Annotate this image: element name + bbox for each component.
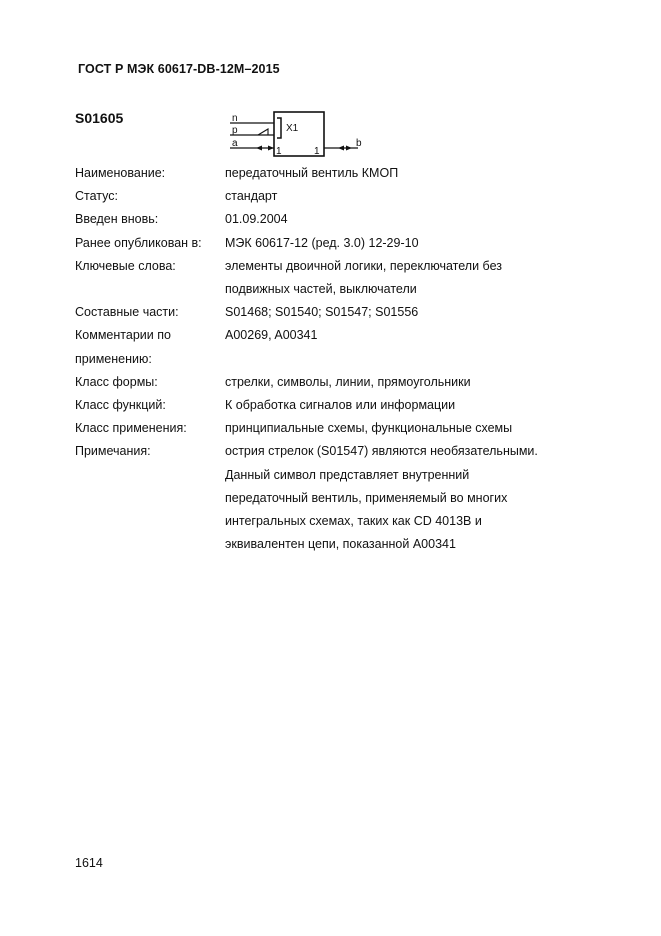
document-header: ГОСТ Р МЭК 60617-DB-12M–2015 <box>78 62 280 76</box>
attribute-value <box>225 185 595 208</box>
attribute-label <box>75 232 225 255</box>
attribute-value-line: стрелки, символы, линии, прямоугольники <box>225 374 471 389</box>
attribute-row <box>75 185 595 208</box>
input-n-label: n <box>232 113 238 124</box>
attribute-value <box>225 162 595 185</box>
attribute-label <box>75 255 225 301</box>
attribute-value-line: К обработка сигналов или информации <box>225 398 456 413</box>
page-number: 1614 <box>75 856 103 870</box>
output-b-arrow-right <box>346 146 352 151</box>
attribute-value-line: эквивалентен цепи, показанной A00341 <box>225 537 456 552</box>
attribute-row <box>75 440 595 556</box>
attribute-label-line: Ранее опубликован в: <box>75 235 202 250</box>
attribute-row <box>75 208 595 231</box>
attribute-label-line: Комментарии по <box>75 328 171 343</box>
qualifier-label: X1 <box>286 123 299 134</box>
attribute-label <box>75 185 225 208</box>
attribute-value-line: интегральных схемах, таких как CD 4013B и <box>225 514 482 529</box>
attribute-value-line: МЭК 60617-12 (ред. 3.0) 12-29-10 <box>225 235 419 250</box>
input-a-arrow-right <box>268 146 274 151</box>
attribute-value-line: Данный символ представляет внутренний <box>225 467 470 482</box>
attribute-value-line: передаточный вентиль, применяемый во многих <box>225 490 508 505</box>
cmos-transmission-gate-symbol <box>228 108 378 160</box>
attribute-value-line: острия стрелок (S01547) являются необязательными. <box>225 444 538 459</box>
attribute-row <box>75 394 595 417</box>
attribute-row <box>75 301 595 324</box>
attribute-value <box>225 232 595 255</box>
attribute-label <box>75 162 225 185</box>
attribute-value-line: передаточный вентиль КМОП <box>225 166 399 180</box>
attribute-value <box>225 371 595 394</box>
attribute-row <box>75 324 595 370</box>
attribute-row <box>75 371 595 394</box>
attribute-label <box>75 417 225 440</box>
output-b-arrow-left <box>338 146 344 151</box>
attribute-table <box>75 162 595 556</box>
attribute-label-line: Класс функций: <box>75 398 166 413</box>
attribute-row <box>75 232 595 255</box>
attribute-label-line: Составные части: <box>75 305 179 320</box>
attribute-row <box>75 417 595 440</box>
attribute-label <box>75 371 225 394</box>
attribute-value-line: элементы двоичной логики, переключатели без <box>225 258 502 273</box>
output-number-label: 1 <box>314 146 320 157</box>
attribute-value-line: 01.09.2004 <box>225 212 288 227</box>
attribute-label-line: Примечания: <box>75 444 151 459</box>
attribute-value <box>225 208 595 231</box>
attribute-row <box>75 255 595 301</box>
attribute-value-line: подвижных частей, выключатели <box>225 282 417 297</box>
attribute-label-line: Класс применения: <box>75 421 187 436</box>
attribute-label-line: Наименование: <box>75 166 166 180</box>
transmission-bracket <box>277 118 281 138</box>
attribute-value <box>225 324 595 370</box>
attribute-value-line: принципиальные схемы, функциональные схемы <box>225 421 513 436</box>
input-p-label: p <box>232 125 238 136</box>
attribute-label-line: Введен вновь: <box>75 212 159 227</box>
attribute-value <box>225 394 595 417</box>
input-number-label: 1 <box>276 146 282 157</box>
polarity-indicator <box>258 129 268 135</box>
symbol-code: S01605 <box>75 110 124 126</box>
attribute-label-line: Ключевые слова: <box>75 258 176 273</box>
attribute-label <box>75 301 225 324</box>
attribute-label <box>75 440 225 556</box>
input-a-label: a <box>232 138 238 149</box>
attribute-value-line: S01468; S01540; S01547; S01556 <box>225 305 419 320</box>
attribute-label <box>75 208 225 231</box>
input-a-arrow-left <box>256 146 262 151</box>
attribute-label-line: применению: <box>75 351 152 366</box>
attribute-row <box>75 162 595 185</box>
attribute-value <box>225 301 595 324</box>
attribute-value <box>225 255 595 301</box>
output-b-label: b <box>356 138 362 149</box>
attribute-label-line: Статус: <box>75 189 118 204</box>
attribute-label <box>75 324 225 370</box>
attribute-value <box>225 440 595 556</box>
attribute-value-line: A00269, A00341 <box>225 328 318 343</box>
attribute-value-line: стандарт <box>225 189 278 204</box>
attribute-value <box>225 417 595 440</box>
attribute-label-line: Класс формы: <box>75 374 158 389</box>
attribute-label <box>75 394 225 417</box>
